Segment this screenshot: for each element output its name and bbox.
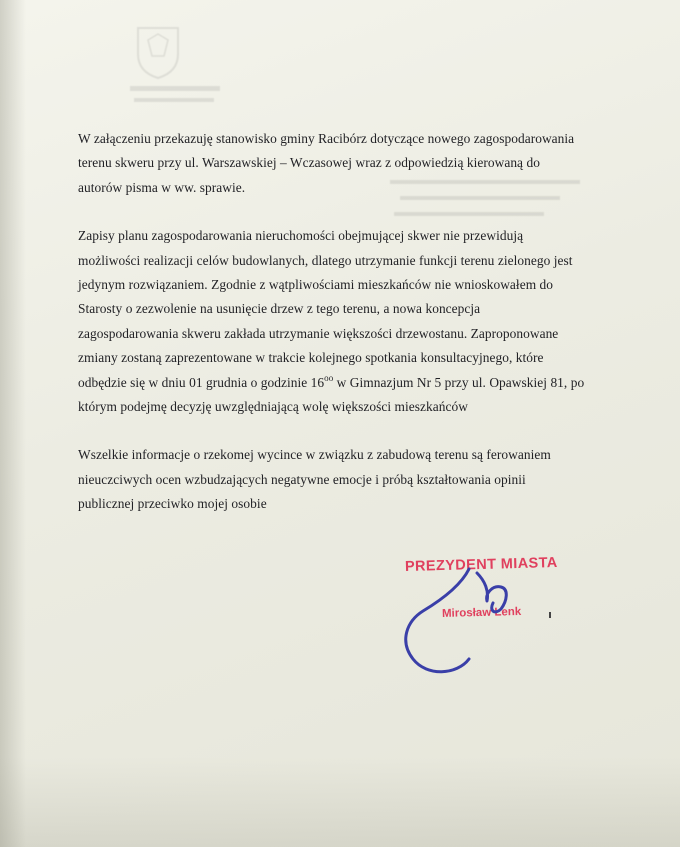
- text-line: publicznej przeciwko mojej osobie: [78, 496, 267, 512]
- text-line: nieuczciwych ocen wzbudzających negatywne emocje i próbą kształtowania opinii: [78, 471, 526, 487]
- text-line: Zapisy planu zagospodarowania nieruchomości obejmującej skwer nie przewidują: [78, 228, 524, 244]
- text-line: jedynym rozwiązaniem. Zgodnie z wątpliwościami mieszkańców nie wnioskowałem do: [78, 277, 554, 293]
- text-line: Wszelkie informacje o rzekomej wycince w związku z zabudową terenu są ferowaniem: [78, 447, 551, 463]
- paragraph-plan: [78, 224, 638, 419]
- stamp-name: Mirosław Lenk: [441, 605, 522, 620]
- stamp-title: PREZYDENT MIASTA: [404, 555, 558, 575]
- text-line: zmiany zostaną zaprezentowane w trakcie kolejnego spotkania konsultacyjnego, które: [78, 350, 544, 366]
- paragraph-intro: [78, 127, 638, 200]
- text-line: którym podejmę decyzję uwzględniającą wolę większości mieszkańców: [78, 399, 468, 415]
- text-line: autorów pisma w ww. sprawie.: [78, 179, 246, 195]
- text-line: W załączeniu przekazuję stanowisko gminy Racibórz dotyczące nowego zagospodarowania: [78, 131, 575, 146]
- meeting-time-before: odbędzie się w dniu 01 grudnia o godzinie 16: [78, 374, 325, 390]
- text-line: możliwości realizacji celów budowlanych, dlatego utrzymanie funkcji terenu zielonego jest: [78, 252, 573, 268]
- handwritten-signature: [395, 555, 555, 685]
- ink-dot: [548, 612, 552, 618]
- text-line: zagospodarowania skweru zakłada utrzymanie większości drzewostanu. Zaproponowane: [78, 325, 559, 341]
- text-line: terenu skweru przy ul. Warszawskiej – Wczasowej wraz z odpowiedzią kierowaną do: [78, 155, 540, 171]
- letter-body: [78, 127, 638, 517]
- meeting-time-minutes: oo: [324, 372, 334, 383]
- meeting-time-line: [78, 371, 638, 395]
- text-line: Starosty o zezwolenie na usunięcie drzew z tego terenu, a nowa koncepcja: [78, 301, 481, 317]
- show-through-crest: [134, 24, 182, 80]
- page-edge-shadow: [0, 0, 26, 847]
- page-bottom-shadow: [0, 757, 680, 847]
- meeting-time-after: w Gimnazjum Nr 5 przy ul. Opawskiej 81, po: [333, 374, 585, 390]
- paragraph-closing: [78, 443, 638, 516]
